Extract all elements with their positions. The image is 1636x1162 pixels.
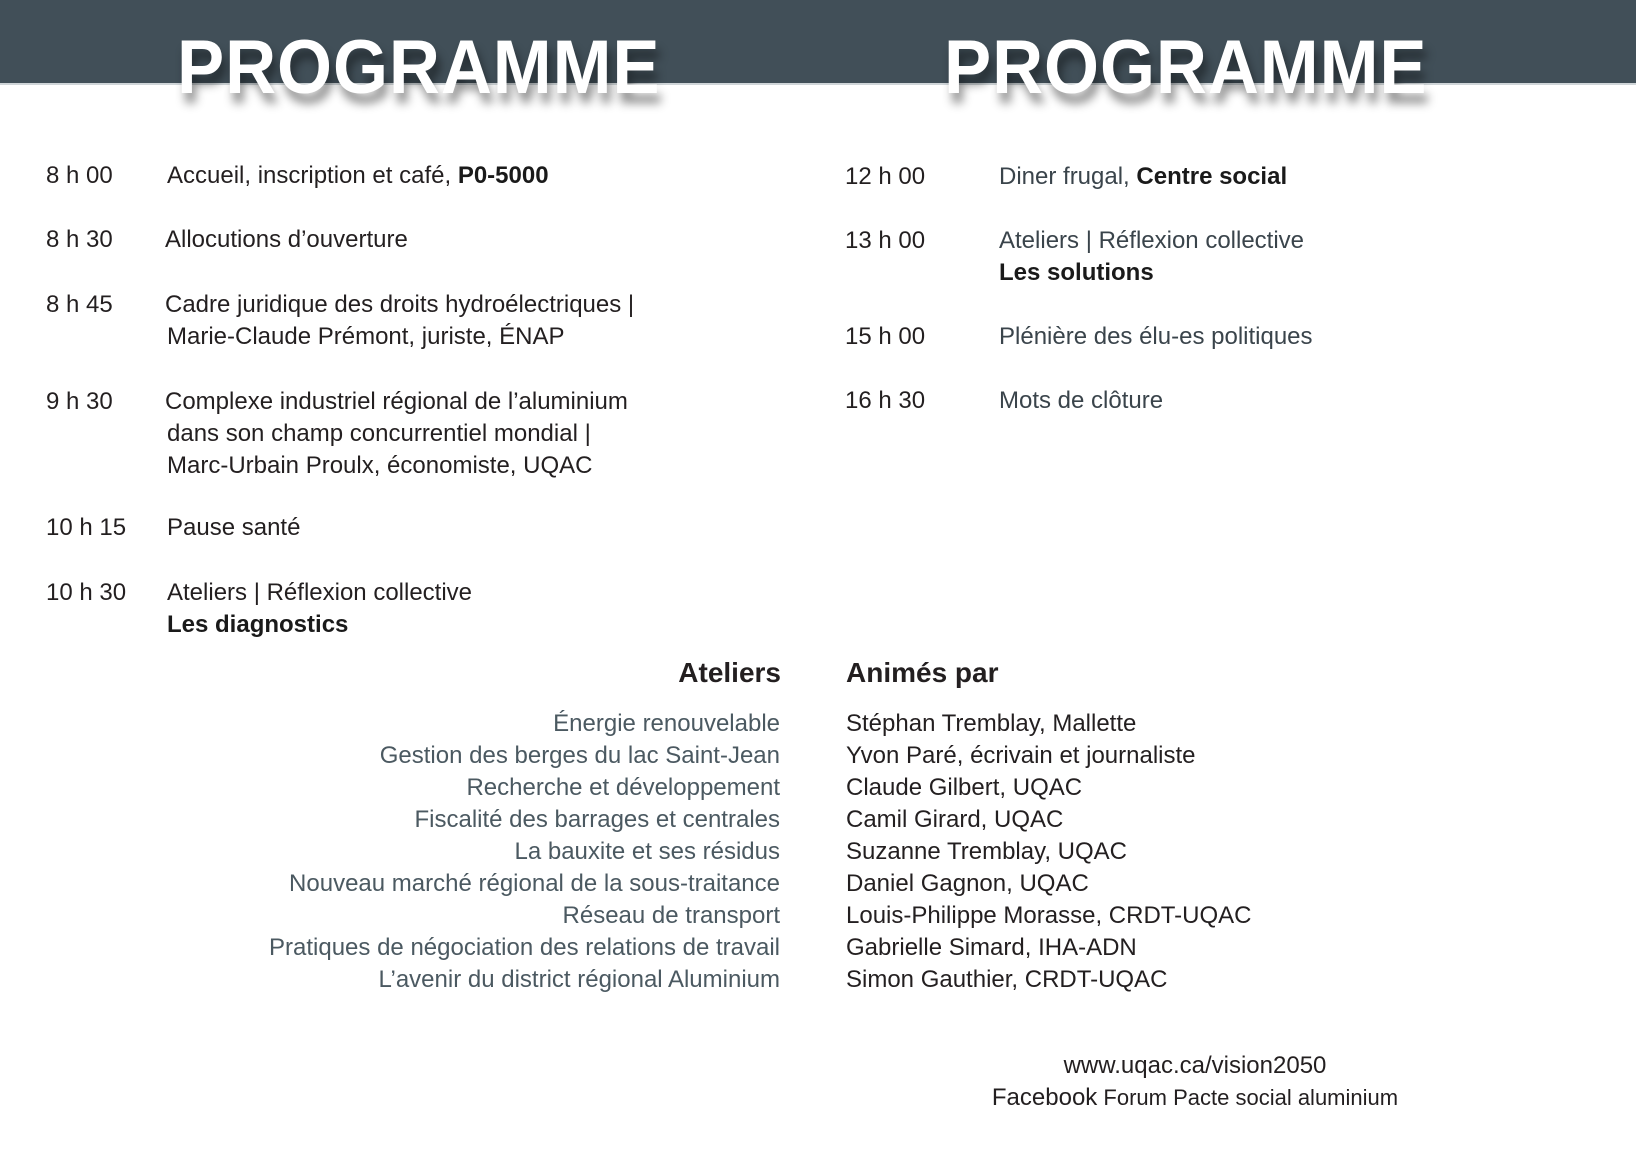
leader-list: [846, 708, 1251, 996]
leader-item: Simon Gauthier, CRDT-UQAC: [846, 966, 1168, 993]
schedule-text: Diner frugal,: [999, 163, 1137, 190]
schedule-text: Cadre juridique des droits hydroélectriques |: [165, 291, 635, 318]
schedule-item: [999, 321, 1313, 353]
website-link[interactable]: www.uqac.ca/vision2050: [1063, 1052, 1327, 1079]
workshop-item: Recherche et développement: [466, 774, 780, 801]
schedule-item: [165, 386, 628, 482]
workshop-list: [269, 708, 780, 996]
leader-item: Daniel Gagnon, UQAC: [846, 870, 1089, 897]
leader-item: Suzanne Tremblay, UQAC: [846, 838, 1128, 865]
schedule-time: 12 h 00: [845, 163, 926, 190]
schedule-text: Ateliers | Réflexion collective: [999, 227, 1305, 254]
schedule-session-title: Les solutions: [999, 259, 1154, 286]
facebook-page-link[interactable]: Forum Pacte social aluminium: [1103, 1085, 1399, 1110]
workshops-heading: Ateliers: [678, 657, 781, 688]
workshop-item: Gestion des berges du lac Saint-Jean: [379, 742, 780, 769]
schedule-item: [165, 224, 408, 256]
schedule-time: 9 h 30: [46, 388, 113, 415]
leader-item: Louis-Philippe Morasse, CRDT-UQAC: [846, 902, 1252, 929]
schedule-time: 15 h 00: [845, 323, 926, 350]
schedule-text: Accueil, inscription et café,: [167, 162, 458, 189]
workshop-item: Nouveau marché régional de la sous-traitance: [289, 870, 780, 897]
workshop-item: La bauxite et ses résidus: [514, 838, 780, 865]
schedule-text: Mots de clôture: [999, 387, 1164, 414]
schedule-location: P0-5000: [457, 162, 549, 189]
workshop-item: Réseau de transport: [562, 902, 780, 929]
schedule-item: [167, 577, 472, 641]
schedule-time: 10 h 15: [46, 514, 127, 541]
schedule-text: Ateliers | Réflexion collective: [167, 579, 473, 606]
workshop-item: Énergie renouvelable: [553, 710, 780, 737]
leader-item: Gabrielle Simard, IHA-ADN: [846, 934, 1137, 961]
leader-item: Stéphan Tremblay, Mallette: [846, 710, 1137, 737]
page-title-right: PROGRAMME: [944, 25, 1428, 110]
schedule-item: [167, 512, 300, 544]
schedule-text: dans son champ concurrentiel mondial |: [167, 420, 591, 447]
leaders-heading: Animés par: [846, 657, 999, 688]
schedule-session-title: Les diagnostics: [167, 611, 349, 638]
footer: [960, 1050, 1430, 1114]
schedule-speaker: Marie-Claude Prémont, juriste, ÉNAP: [167, 323, 565, 350]
schedule-speaker: Marc-Urbain Proulx, économiste, UQAC: [167, 452, 593, 479]
schedule-time: 8 h 00: [46, 162, 113, 189]
schedule-time: 13 h 00: [845, 227, 926, 254]
schedule-text: Complexe industriel régional de l’aluminium: [165, 388, 628, 415]
workshop-item: L’avenir du district régional Aluminium: [378, 966, 780, 993]
schedule-text: Pause santé: [167, 514, 301, 541]
schedule-time: 8 h 30: [46, 226, 113, 253]
schedule-text: Plénière des élu-es politiques: [999, 323, 1313, 350]
schedule-time: 8 h 45: [46, 291, 113, 318]
facebook-line: [960, 1082, 1430, 1114]
workshop-item: Fiscalité des barrages et centrales: [414, 806, 780, 833]
schedule-item: [999, 225, 1304, 289]
leader-item: Yvon Paré, écrivain et journaliste: [846, 742, 1196, 769]
schedule-time: 10 h 30: [46, 579, 127, 606]
facebook-label: Facebook: [991, 1084, 1098, 1111]
schedule-item: [999, 385, 1163, 417]
workshop-item: Pratiques de négociation des relations de travail: [269, 934, 780, 961]
schedule-item: [167, 160, 549, 192]
schedule-item: [999, 161, 1287, 193]
schedule-text: Allocutions d’ouverture: [165, 226, 408, 253]
schedule-item: [165, 289, 634, 353]
page-title-left: PROGRAMME: [177, 25, 661, 110]
schedule-location: Centre social: [1136, 163, 1288, 190]
leader-item: Claude Gilbert, UQAC: [846, 774, 1083, 801]
leader-item: Camil Girard, UQAC: [846, 806, 1064, 833]
schedule-time: 16 h 30: [845, 387, 926, 414]
